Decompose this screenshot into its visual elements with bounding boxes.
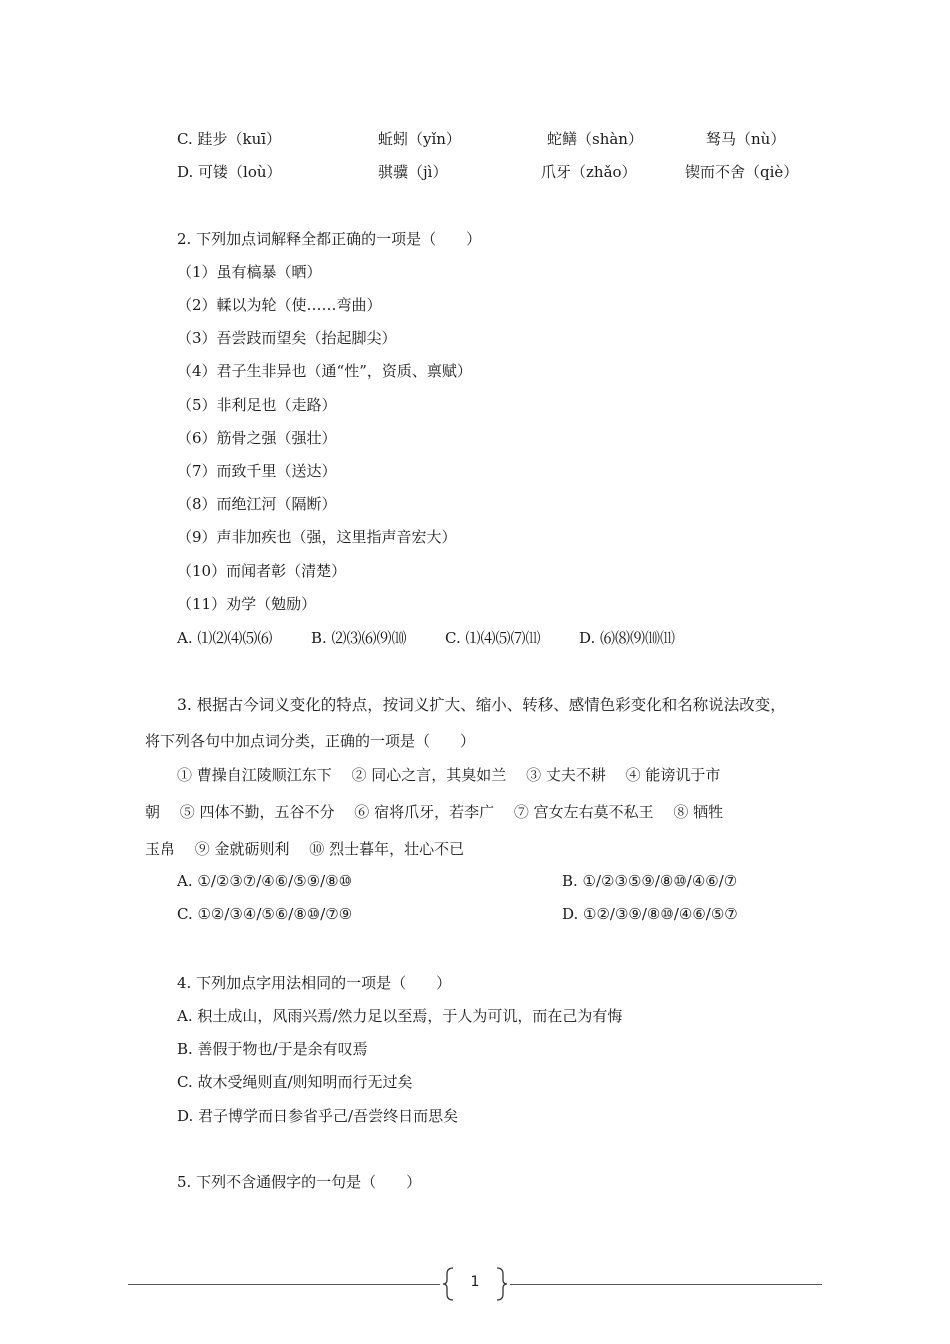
q3-choice-d: D. ①②/③⑨/⑧⑩/④⑥/⑤⑦ — [562, 905, 738, 923]
q2-item: （5）非利足也（走路） — [177, 396, 337, 414]
q4-choice-d: D. 君子博学而日参省乎己/吾尝终日而思矣 — [177, 1107, 459, 1125]
q3-choice-a: A. ①/②③⑦/④⑥/⑤⑨/⑧⑩ — [177, 872, 353, 890]
q1-c-item-3: 蛇鳝（shàn） — [547, 130, 643, 148]
q3-sentences-line-1: ① 曹操自江陵顺江东下 ② 同心之言，其臭如兰 ③ 丈夫不耕 ④ 能谤讥于市 — [177, 766, 721, 784]
q3-stem-line-1: 3. 根据古今词义变化的特点，按词义扩大、缩小、转移、感情色彩变化和名称说法改变， — [177, 696, 786, 714]
q3-choice-b: B. ①/②③⑤⑨/⑧⑩/④⑥/⑦ — [562, 872, 738, 890]
q4-choice-b: B. 善假于物也/于是余有叹焉 — [177, 1040, 368, 1058]
q4-stem: 4. 下列加点字用法相同的一项是（ ） — [177, 974, 452, 992]
q4-choice-a: A. 积土成山，风雨兴焉/然力足以至焉，于人为可讥，而在己为有悔 — [177, 1007, 623, 1025]
q3-sentences-line-2: 朝 ⑤ 四体不勤，五谷不分 ⑥ 宿将爪牙，若李广 ⑦ 宫女左右莫不私王 ⑧ 牺牲 — [145, 803, 724, 821]
q4-choice-c: C. 故木受绳则直/则知明而行无过矣 — [177, 1073, 413, 1091]
q2-item: （8）而绝江河（隔断） — [177, 495, 337, 513]
q1-c-item-2: 蚯蚓（yǐn） — [378, 130, 461, 148]
q1-c-item-1: C. 跬步（kuī） — [177, 130, 282, 148]
q1-d-item-3: 爪牙（zhǎo） — [541, 163, 637, 181]
q2-item: （7）而致千里（送达） — [177, 462, 337, 480]
q2-item: （6）筋骨之强（强壮） — [177, 429, 337, 447]
q3-sentences-line-3: 玉帛 ⑨ 金就砺则利 ⑩ 烈士暮年，壮心不已 — [145, 840, 465, 858]
footer-rule-right — [510, 1284, 822, 1285]
q2-choice-d: D. ⑹⑻⑼⑽⑾ — [579, 629, 676, 647]
q1-d-item-4: 锲而不舍（qiè） — [685, 163, 799, 181]
q2-item: （9）声非加疾也（强，这里指声音宏大） — [177, 528, 457, 546]
q2-choice-b: B. ⑵⑶⑹⑼⑽ — [311, 629, 407, 647]
q3-stem-line-2: 将下列各句中加点词分类，正确的一项是（ ） — [145, 732, 476, 750]
q2-item: （1）虽有槁暴（晒） — [177, 263, 322, 281]
q2-item: （2）輮以为轮（使……弯曲） — [177, 296, 382, 314]
q2-item: （10）而闻者彰（清楚） — [177, 562, 347, 580]
q5-stem: 5. 下列不含通假字的一句是（ ） — [177, 1173, 422, 1191]
q1-d-item-2: 骐骥（jì） — [378, 163, 448, 181]
q2-item: （11）劝学（勉励） — [177, 595, 317, 613]
q3-choice-c: C. ①②/③④/⑤⑥/⑧⑩/⑦⑨ — [177, 905, 353, 923]
q1-c-item-4: 驽马（nù） — [706, 130, 786, 148]
q2-choice-c: C. ⑴⑷⑸⑺⑾ — [445, 629, 541, 647]
q1-d-item-1: D. 可镂（loù） — [177, 163, 282, 181]
page-number: 1 — [470, 1274, 480, 1290]
footer-rule-left — [128, 1284, 440, 1285]
q2-item: （4）君子生非异也（通“性”，资质、禀赋） — [177, 362, 472, 380]
q2-choice-a: A. ⑴⑵⑷⑸⑹ — [177, 629, 273, 647]
q2-stem: 2. 下列加点词解释全都正确的一项是（ ） — [177, 230, 482, 248]
q2-item: （3）吾尝跂而望矣（抬起脚尖） — [177, 329, 397, 347]
